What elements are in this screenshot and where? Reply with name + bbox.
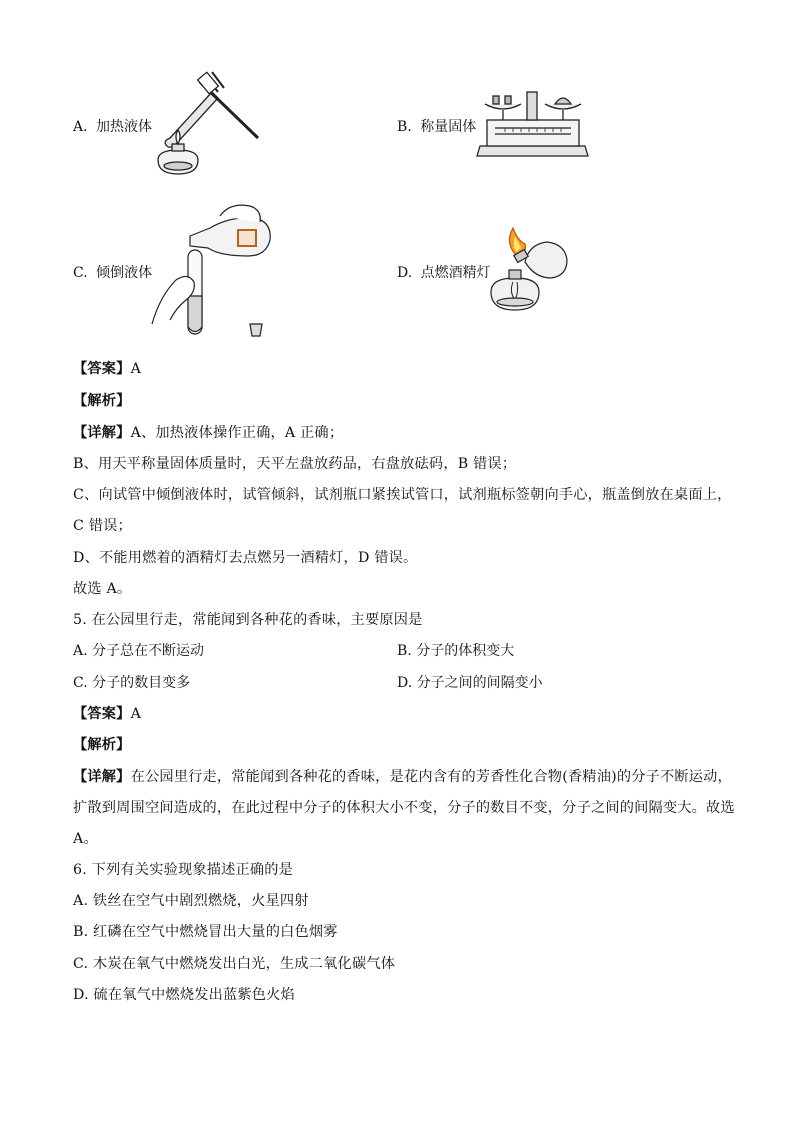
q5-detail-line-1 [73,766,732,786]
q4-analysis-label [73,390,131,410]
q5-detail-line-3: A。 [73,831,98,847]
answer-value: A [130,361,142,377]
q5-stem: 5. 在公园里行走，常能闻到各种花的香味，主要原因是 [73,612,423,628]
q5-detail-line-2: 扩散到周围空间造成的，在此过程中分子的体积大小不变，分子的数目不变，分子之间的间隔变大。故选 [73,800,735,816]
q4-conclusion: 故选 A。 [73,581,132,597]
q5-option-c: C. 分子的数目变多 [73,675,191,691]
heating-liquid-figure [150,70,265,180]
q6-stem: 6. 下列有关实验现象描述正确的是 [73,862,294,878]
q4-option-c [73,262,152,282]
q4-answer [73,358,141,378]
q6-option-a: A. 铁丝在空气中剧烈燃烧，火星四射 [73,893,309,909]
q4-detail-line-1 [73,422,343,442]
option-text: 称量固体 [420,119,477,135]
q4-option-b [397,116,476,136]
q5-option-a: A. 分子总在不断运动 [73,643,205,659]
analysis-label: 【解析】 [73,393,131,409]
option-text: 加热液体 [96,119,153,135]
analysis-label: 【解析】 [73,737,131,753]
q4-detail-line-3: C、向试管中倾倒液体时，试管倾斜，试剂瓶口紧挨试管口，试剂瓶标签朝向手心，瓶盖倒放在桌面上， [73,487,732,503]
detail-text: 在公园里行走，常能闻到各种花的香味，是花内含有的芳香性化合物(香精油)的分子不断运动， [130,769,732,785]
q5-option-d: D. 分子之间的间隔变小 [397,675,543,691]
q6-option-d: D. 硫在氧气中燃烧发出蓝紫色火焰 [73,987,295,1003]
balance-figure [475,84,590,160]
option-letter: B. [397,119,412,135]
option-letter: A. [73,119,88,135]
answer-value: A [130,706,142,722]
option-letter: C. [73,265,88,281]
option-text: 点燃酒精灯 [420,265,491,281]
option-letter: D. [397,265,413,281]
q4-option-a [73,116,152,136]
answer-label: 【答案】 [73,706,131,722]
q5-answer [73,703,141,723]
q6-option-c: C. 木炭在氧气中燃烧发出白光，生成二氧化碳气体 [73,956,396,972]
detail-label: 【详解】 [73,769,131,785]
answer-label: 【答案】 [73,361,131,377]
q5-option-b: B. 分子的体积变大 [397,643,515,659]
q4-detail-line-2: B、用天平称量固体质量时，天平左盘放药品，右盘放砝码，B 错误； [73,456,517,472]
detail-text: A、加热液体操作正确，A 正确； [130,425,344,441]
q5-analysis-label [73,734,131,754]
q6-option-b: B. 红磷在空气中燃烧冒出大量的白色烟雾 [73,924,338,940]
q4-detail-line-5: D、不能用燃着的酒精灯去点燃另一酒精灯，D 错误。 [73,550,418,566]
q4-detail-line-4: C 错误； [73,518,132,534]
pouring-liquid-figure [150,196,275,341]
q4-option-d [397,262,491,282]
option-text: 倾倒液体 [96,265,153,281]
detail-label: 【详解】 [73,425,131,441]
lighting-lamp-figure [485,226,575,316]
